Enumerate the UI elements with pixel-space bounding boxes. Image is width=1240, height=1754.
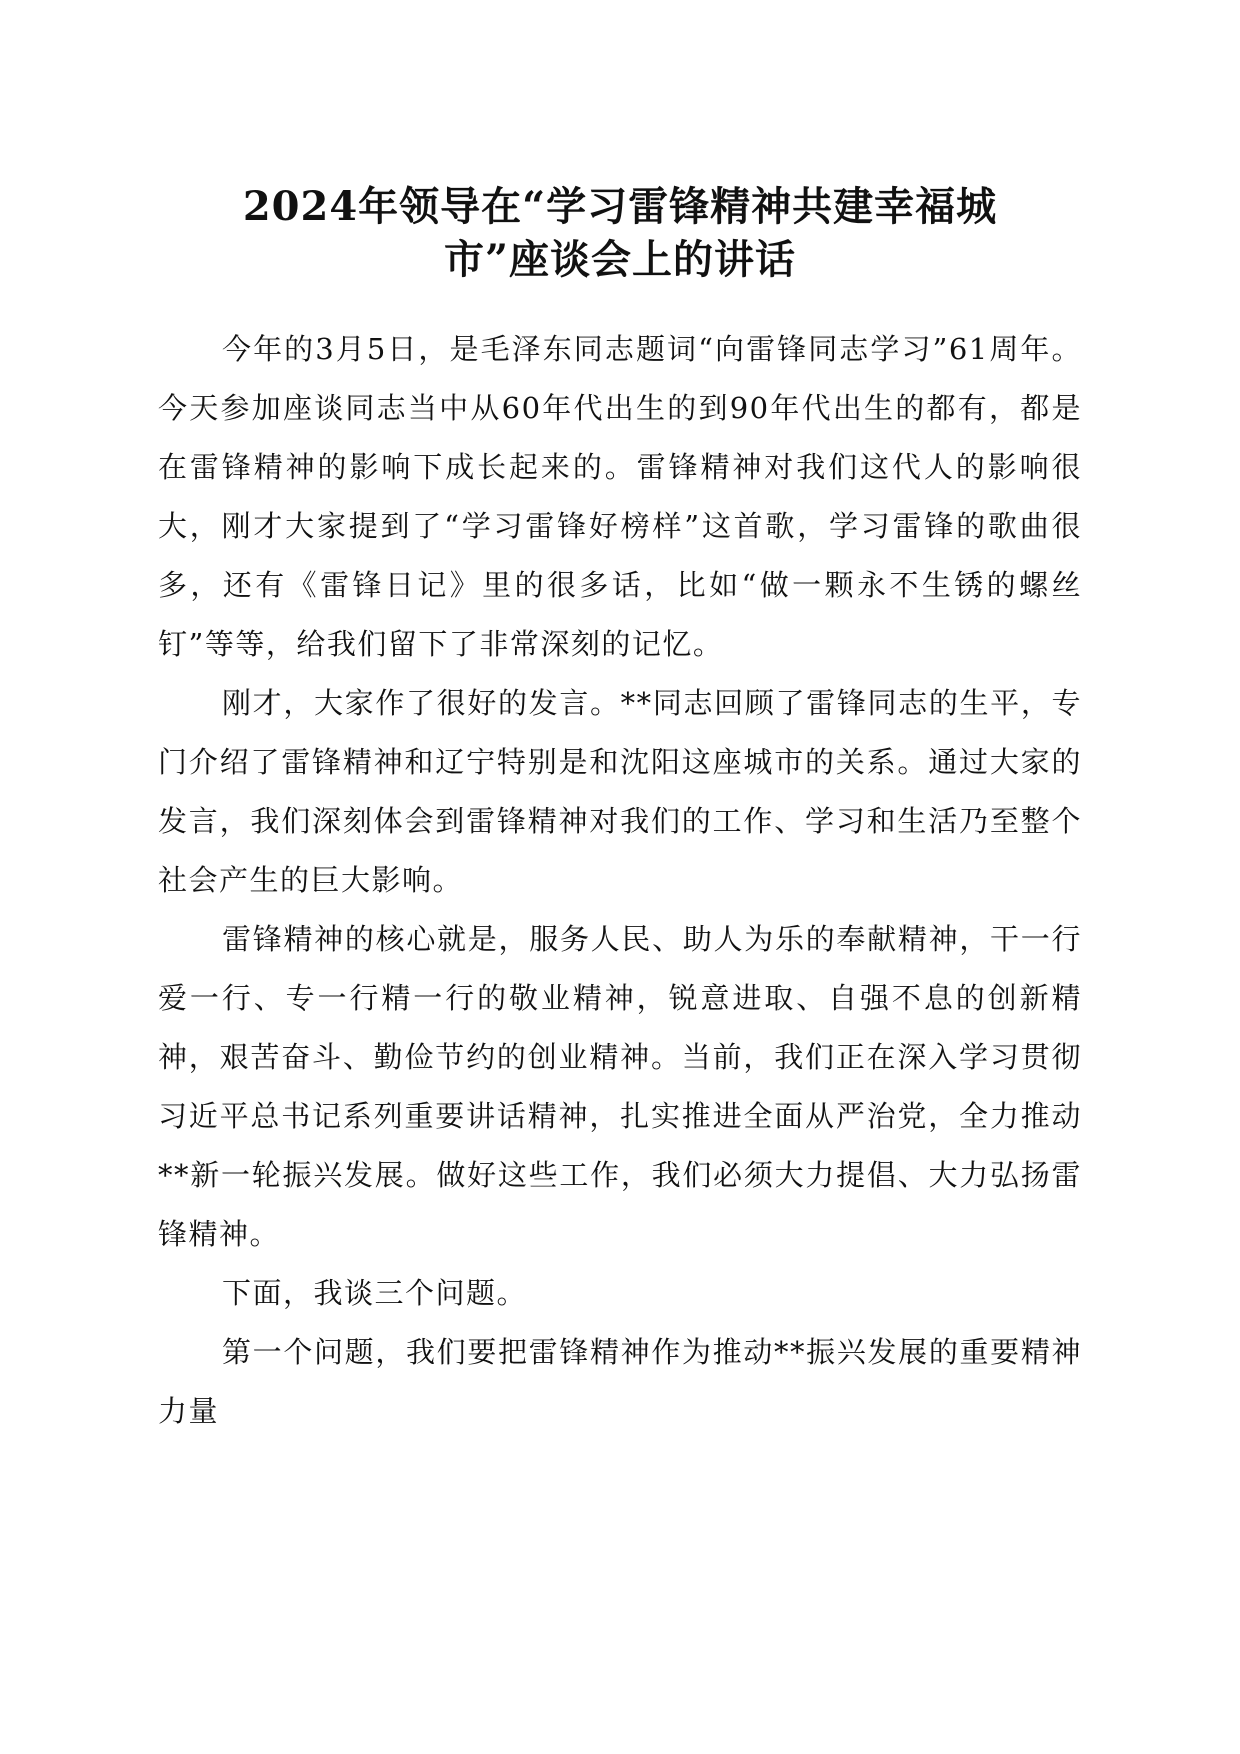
paragraph-5: 第一个问题，我们要把雷锋精神作为推动**振兴发展的重要精神力量 (158, 1335, 1082, 1428)
paragraph-2: 刚才，大家作了很好的发言。**同志回顾了雷锋同志的生平，专门介绍了雷锋精神和辽宁特别是和沈阳这座城市的关系。通过大家的发言，我们深刻体会到雷锋精神对我们的工作、学习和生活乃至整个社会产生的巨大影响。 (158, 686, 1082, 897)
document-title (150, 180, 1090, 286)
title-line-1: 2024年领导在“学习雷锋精神共建幸福城 (242, 183, 998, 230)
paragraph-4: 下面，我谈三个问题。 (222, 1276, 528, 1310)
paragraph-1: 今年的3月5日，是毛泽东同志题词“向雷锋同志学习”61周年。今天参加座谈同志当中从60年代出生的到90年代出生的都有，都是在雷锋精神的影响下成长起来的。雷锋精神对我们这代人的影响很大，刚才大家提到了“学习雷锋好榜样”这首歌，学习雷锋的歌曲很多，还有《雷锋日记》里的很多话，比如“做一颗永不生锈的螺丝钉”等等，给我们留下了非常深刻的记忆。 (158, 332, 1082, 661)
document-body (158, 320, 1082, 1441)
title-line-2: 市”座谈会上的讲话 (443, 236, 796, 283)
paragraph-3: 雷锋精神的核心就是，服务人民、助人为乐的奉献精神，干一行爱一行、专一行精一行的敬业精神，锐意进取、自强不息的创新精神，艰苦奋斗、勤俭节约的创业精神。当前，我们正在深入学习贯彻习近平总书记系列重要讲话精神，扎实推进全面从严治党，全力推动**新一轮振兴发展。做好这些工作，我们必须大力提倡、大力弘扬雷锋精神。 (158, 922, 1082, 1251)
